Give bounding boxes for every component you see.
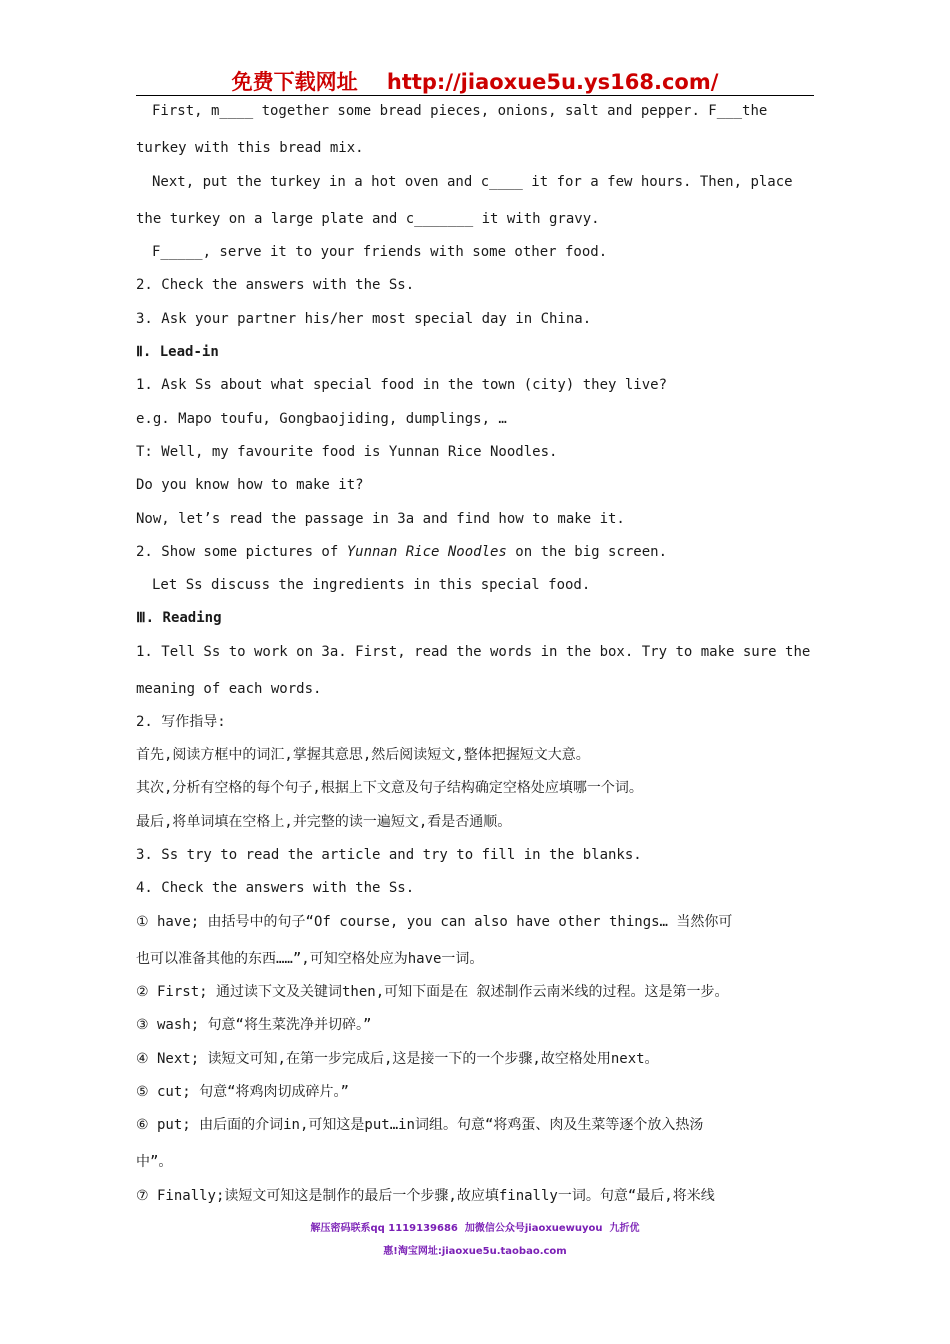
text-line: 中”。 [136,1154,173,1170]
footer-line-1: 解压密码联系qq 1119139686 加微信公众号jiaoxuewuyou 九折优 [310,1223,640,1234]
text-line: T: Well, my favourite food is Yunnan Rice Noodles. [136,444,558,460]
section-heading-lead-in: Ⅱ. Lead-in [136,344,219,360]
text-line: turkey with this bread mix. [136,140,364,156]
text-line: 4. Check the answers with the Ss. [136,880,415,896]
header-divider [136,95,814,96]
text-segment: 2. Show some pictures of [136,544,347,560]
page-header [136,66,814,96]
text-line: F_____, serve it to your friends with some other food. [152,244,608,260]
text-line: 1. Tell Ss to work on 3a. First, read the words in the box. Try to make sure the [136,644,811,660]
text-line: Let Ss discuss the ingredients in this special food. [152,577,591,593]
answer-line-5: ⑤ cut; 句意“将鸡肉切成碎片。” [136,1084,349,1100]
text-line: the turkey on a large plate and c_______ it with gravy. [136,211,600,227]
text-line: 也可以准备其他的东西……”,可知空格处应为have一词。 [136,951,484,967]
text-line: 2. 写作指导: [136,714,226,730]
footer-line-2: 惠!淘宝网址:jiaoxue5u.taobao.com [383,1246,567,1257]
text-line: meaning of each words. [136,681,322,697]
answer-line-3: ③ wash; 句意“将生菜洗净并切碎。” [136,1017,372,1033]
answer-line-6: ⑥ put; 由后面的介词in,可知这是put…in词组。句意“将鸡蛋、肉及生菜等逐个放入热汤 [136,1117,704,1133]
section-heading-reading: Ⅲ. Reading [136,610,222,626]
header-site-url: http://jiaoxue5u.ys168.com/ [386,70,719,94]
text-line-show-pictures [136,543,667,561]
answer-line-4: ④ Next; 读短文可知,在第一步完成后,这是接一下的一个步骤,故空格处用next。 [136,1051,659,1067]
text-line: 首先,阅读方框中的词汇,掌握其意思,然后阅读短文,整体把握短文大意。 [136,747,590,763]
text-line: 3. Ask your partner his/her most special day in China. [136,311,592,327]
text-line: Do you know how to make it? [136,477,364,493]
text-line: Next, put the turkey in a hot oven and c____ it for a few hours. Then, place [152,174,793,190]
text-line: First, m____ together some bread pieces, onions, salt and pepper. F___the [152,103,768,119]
text-line: 2. Check the answers with the Ss. [136,277,415,293]
answer-line-2: ② First; 通过读下文及关键词then,可知下面是在 叙述制作云南米线的过程。这是第一步。 [136,984,729,1000]
header-site-label: 免费下载网址 [231,70,358,94]
text-segment: on the big screen. [506,544,668,560]
text-line: 3. Ss try to read the article and try to fill in the blanks. [136,847,642,863]
answer-line-1: ① have; 由括号中的句子“Of course, you can also have other things… 当然你可 [136,914,733,930]
dish-name-italic: Yunnan Rice Noodles [346,544,507,560]
answer-line-7: ⑦ Finally;读短文可知这是制作的最后一个步骤,故应填finally一词。句意“最后,将米线 [136,1188,715,1204]
text-line: 其次,分析有空格的每个句子,根据上下文意及句子结构确定空格处应填哪一个词。 [136,780,643,796]
text-line: e.g. Mapo toufu, Gongbaojiding, dumplings, … [136,411,507,427]
text-line: Now, let’s read the passage in 3a and find how to make it. [136,511,625,527]
text-line: 最后,将单词填在空格上,并完整的读一遍短文,看是否通顺。 [136,814,512,830]
text-line: 1. Ask Ss about what special food in the town (city) they live? [136,377,668,393]
